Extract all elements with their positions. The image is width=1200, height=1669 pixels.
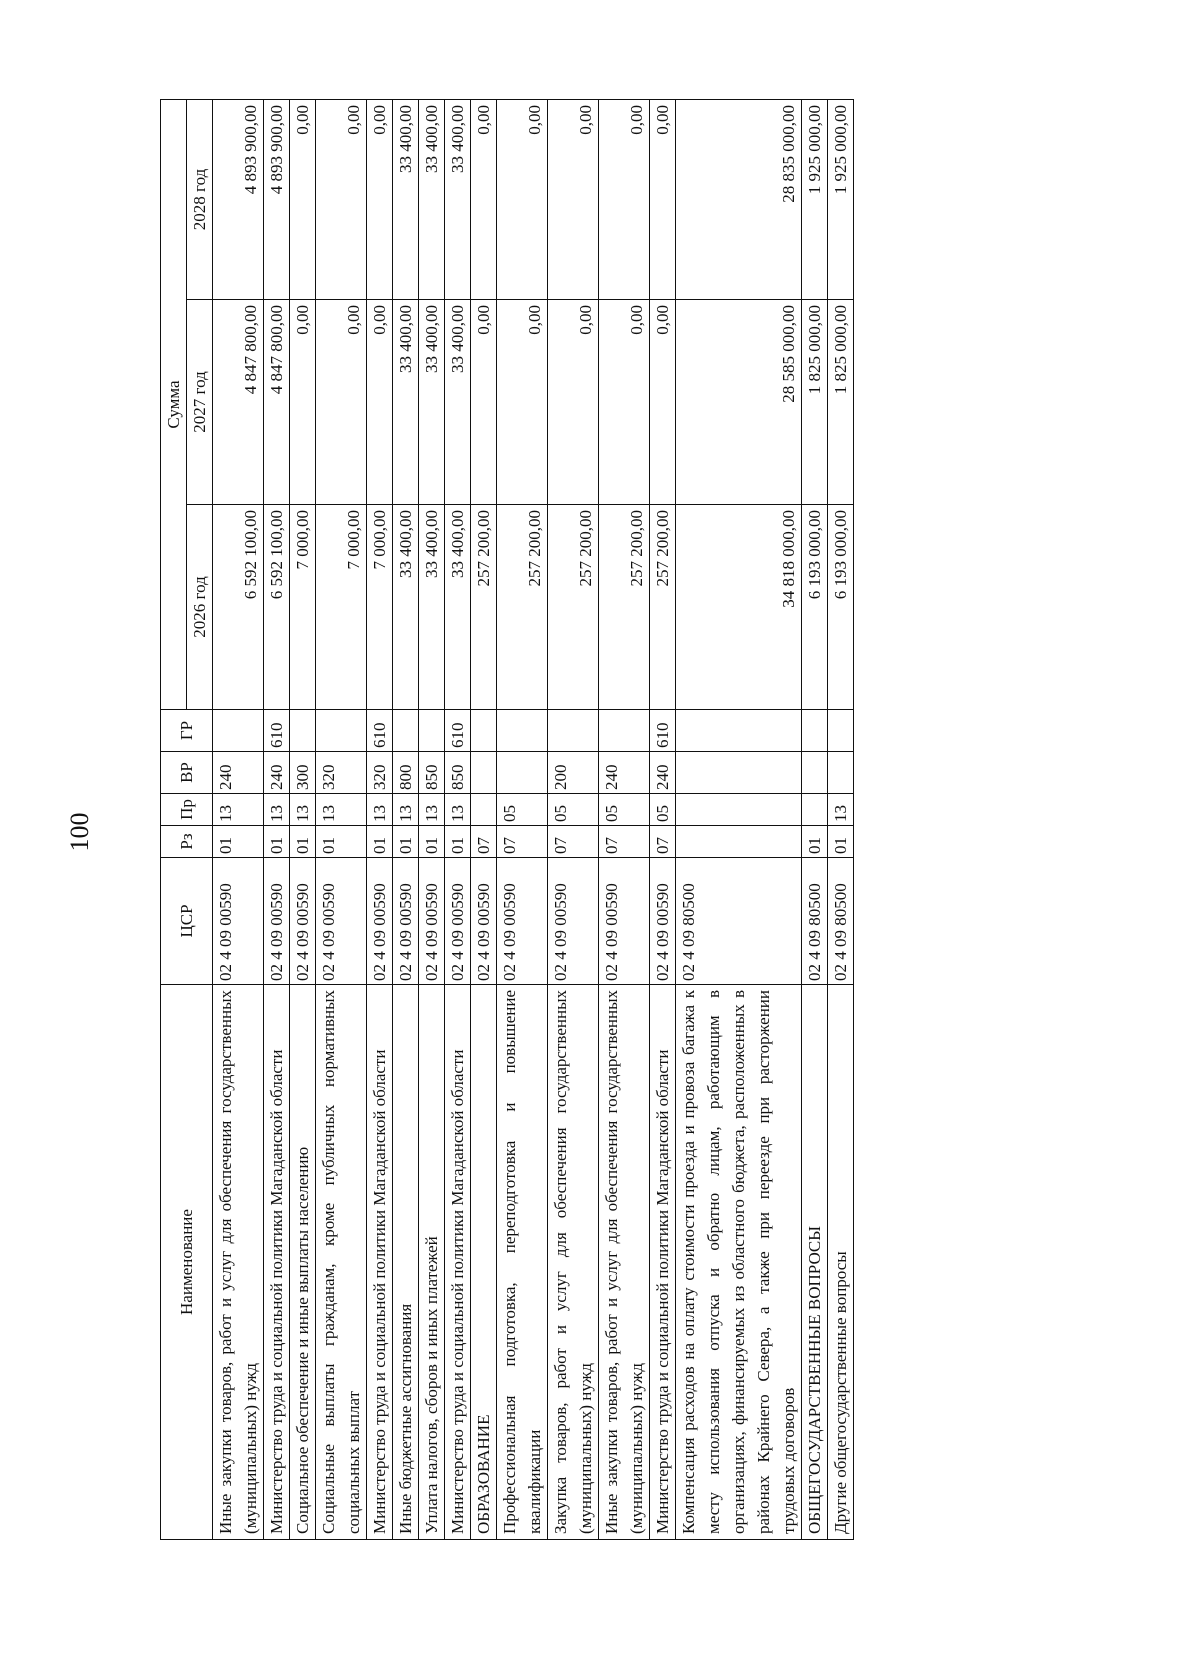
table-row <box>548 99 599 1539</box>
cell-2028: 0,00 <box>367 99 393 299</box>
cell-2026: 6 592 100,00 <box>213 505 264 710</box>
header-name: Наименование <box>161 985 213 1540</box>
cell-rz: 01 <box>316 826 367 858</box>
cell-vr: 240 <box>599 752 650 794</box>
header-year-2026: 2026 год <box>187 505 213 710</box>
cell-pr: 13 <box>828 794 854 826</box>
budget-table <box>160 99 854 1540</box>
table-row <box>676 99 802 1539</box>
cell-gr: 610 <box>650 710 676 752</box>
cell-gr <box>599 710 650 752</box>
cell-2027: 33 400,00 <box>419 300 445 505</box>
cell-2027: 0,00 <box>367 300 393 505</box>
cell-2026: 257 200,00 <box>497 505 548 710</box>
cell-vr: 320 <box>367 752 393 794</box>
cell-2027: 0,00 <box>497 300 548 505</box>
cell-pr: 05 <box>497 794 548 826</box>
cell-gr <box>393 710 419 752</box>
cell-rz: 01 <box>393 826 419 858</box>
cell-name: Профессиональная подготовка, переподготовка и повышение квалификации <box>497 985 548 1540</box>
cell-vr: 850 <box>445 752 471 794</box>
cell-vr <box>497 752 548 794</box>
table-row <box>497 99 548 1539</box>
cell-2027: 0,00 <box>316 300 367 505</box>
cell-pr <box>676 794 802 826</box>
cell-pr: 05 <box>650 794 676 826</box>
cell-gr <box>290 710 316 752</box>
cell-rz: 07 <box>497 826 548 858</box>
cell-name: Министерство труда и социальной политики Магаданской области <box>367 985 393 1540</box>
cell-vr: 240 <box>650 752 676 794</box>
cell-gr: 610 <box>264 710 290 752</box>
table-row <box>213 99 264 1539</box>
cell-2026: 257 200,00 <box>471 505 497 710</box>
cell-2027: 33 400,00 <box>393 300 419 505</box>
cell-pr <box>802 794 828 826</box>
cell-pr: 13 <box>264 794 290 826</box>
cell-pr: 13 <box>290 794 316 826</box>
cell-2026: 7 000,00 <box>316 505 367 710</box>
cell-2026: 257 200,00 <box>548 505 599 710</box>
cell-2028: 33 400,00 <box>419 99 445 299</box>
cell-2026: 6 592 100,00 <box>264 505 290 710</box>
cell-2026: 6 193 000,00 <box>802 505 828 710</box>
cell-rz: 07 <box>548 826 599 858</box>
cell-pr: 13 <box>367 794 393 826</box>
cell-2028: 0,00 <box>650 99 676 299</box>
cell-name: Социальные выплаты гражданам, кроме публичных нормативных социальных выплат <box>316 985 367 1540</box>
header-pr: Пр <box>161 794 213 826</box>
cell-name: Иные закупки товаров, работ и услуг для обеспечения государственных (муниципальных) нужд <box>599 985 650 1540</box>
cell-rz: 07 <box>650 826 676 858</box>
cell-vr: 240 <box>213 752 264 794</box>
cell-gr <box>471 710 497 752</box>
cell-csr: 02 4 09 00590 <box>471 858 497 985</box>
cell-csr: 02 4 09 00590 <box>316 858 367 985</box>
cell-2027: 4 847 800,00 <box>264 300 290 505</box>
cell-2027: 1 825 000,00 <box>828 300 854 505</box>
cell-csr: 02 4 09 00590 <box>419 858 445 985</box>
cell-2028: 0,00 <box>548 99 599 299</box>
cell-vr: 800 <box>393 752 419 794</box>
cell-2028: 0,00 <box>599 99 650 299</box>
cell-pr: 05 <box>548 794 599 826</box>
cell-rz: 01 <box>367 826 393 858</box>
cell-vr: 240 <box>264 752 290 794</box>
cell-gr: 610 <box>445 710 471 752</box>
cell-csr: 02 4 09 80500 <box>802 858 828 985</box>
cell-gr <box>419 710 445 752</box>
cell-2028: 0,00 <box>471 99 497 299</box>
header-year-2027: 2027 год <box>187 300 213 505</box>
cell-2027: 0,00 <box>471 300 497 505</box>
cell-csr: 02 4 09 00590 <box>213 858 264 985</box>
cell-vr <box>471 752 497 794</box>
cell-gr <box>802 710 828 752</box>
cell-pr: 13 <box>419 794 445 826</box>
table-row <box>367 99 393 1539</box>
cell-2026: 6 193 000,00 <box>828 505 854 710</box>
cell-vr: 200 <box>548 752 599 794</box>
cell-rz: 01 <box>419 826 445 858</box>
cell-2028: 1 925 000,00 <box>802 99 828 299</box>
cell-2027: 0,00 <box>548 300 599 505</box>
table-row <box>828 99 854 1539</box>
table-row <box>264 99 290 1539</box>
table-row <box>316 99 367 1539</box>
table-row <box>290 99 316 1539</box>
cell-gr <box>676 710 802 752</box>
table-header <box>161 99 213 1539</box>
cell-pr: 13 <box>213 794 264 826</box>
cell-2028: 0,00 <box>290 99 316 299</box>
cell-rz: 01 <box>213 826 264 858</box>
cell-name: Министерство труда и социальной политики Магаданской области <box>650 985 676 1540</box>
cell-csr: 02 4 09 00590 <box>264 858 290 985</box>
cell-csr: 02 4 09 00590 <box>290 858 316 985</box>
cell-rz: 01 <box>264 826 290 858</box>
cell-2028: 1 925 000,00 <box>828 99 854 299</box>
cell-name: Социальное обеспечение и иные выплаты населению <box>290 985 316 1540</box>
table-row <box>419 99 445 1539</box>
cell-name: Иные закупки товаров, работ и услуг для обеспечения государственных (муниципальных) нужд <box>213 985 264 1540</box>
cell-gr <box>213 710 264 752</box>
budget-table-rotated <box>160 100 1056 1540</box>
cell-2028: 4 893 900,00 <box>213 99 264 299</box>
cell-name: Министерство труда и социальной политики Магаданской области <box>445 985 471 1540</box>
cell-2027: 0,00 <box>650 300 676 505</box>
cell-2028: 28 835 000,00 <box>676 99 802 299</box>
cell-name: Уплата налогов, сборов и иных платежей <box>419 985 445 1540</box>
header-year-2028: 2028 год <box>187 99 213 299</box>
cell-2026: 257 200,00 <box>650 505 676 710</box>
cell-name: ОБРАЗОВАНИЕ <box>471 985 497 1540</box>
cell-2026: 33 400,00 <box>393 505 419 710</box>
cell-vr <box>802 752 828 794</box>
cell-gr <box>828 710 854 752</box>
cell-2026: 7 000,00 <box>367 505 393 710</box>
cell-gr <box>548 710 599 752</box>
cell-2026: 257 200,00 <box>599 505 650 710</box>
table-body <box>213 99 854 1539</box>
cell-2026: 33 400,00 <box>445 505 471 710</box>
header-rz: Рз <box>161 826 213 858</box>
cell-csr: 02 4 09 00590 <box>599 858 650 985</box>
cell-vr <box>676 752 802 794</box>
cell-csr: 02 4 09 00590 <box>445 858 471 985</box>
table-row <box>599 99 650 1539</box>
cell-rz: 07 <box>599 826 650 858</box>
cell-csr: 02 4 09 00590 <box>367 858 393 985</box>
cell-name: ОБЩЕГОСУДАРСТВЕННЫЕ ВОПРОСЫ <box>802 985 828 1540</box>
cell-csr: 02 4 09 00590 <box>393 858 419 985</box>
cell-csr: 02 4 09 80500 <box>676 858 802 985</box>
cell-2026: 7 000,00 <box>290 505 316 710</box>
cell-2027: 1 825 000,00 <box>802 300 828 505</box>
cell-2027: 0,00 <box>290 300 316 505</box>
header-sum: Сумма <box>161 99 187 709</box>
cell-vr: 320 <box>316 752 367 794</box>
page-number: 100 <box>65 812 94 852</box>
cell-gr: 610 <box>367 710 393 752</box>
cell-gr <box>497 710 548 752</box>
cell-name: Закупка товаров, работ и услуг для обеспечения государственных (муниципальных) нужд <box>548 985 599 1540</box>
cell-2028: 4 893 900,00 <box>264 99 290 299</box>
cell-rz: 07 <box>471 826 497 858</box>
cell-csr: 02 4 09 00590 <box>497 858 548 985</box>
cell-csr: 02 4 09 00590 <box>650 858 676 985</box>
table-row <box>471 99 497 1539</box>
cell-name: Министерство труда и социальной политики Магаданской области <box>264 985 290 1540</box>
cell-2027: 28 585 000,00 <box>676 300 802 505</box>
cell-vr <box>828 752 854 794</box>
cell-vr: 850 <box>419 752 445 794</box>
cell-vr: 300 <box>290 752 316 794</box>
cell-2027: 4 847 800,00 <box>213 300 264 505</box>
table-row <box>650 99 676 1539</box>
cell-csr: 02 4 09 80500 <box>828 858 854 985</box>
cell-name: Компенсация расходов на оплату стоимости проезда и провоза багажа к месту использования отпуска и обратно лицам, работающим в организациях, финансируемых из областного бюджета, расположенных в районах Крайнего Севера, а также при переезде при расторжении трудовых договоров <box>676 985 802 1540</box>
cell-rz: 01 <box>290 826 316 858</box>
table-row <box>393 99 419 1539</box>
cell-2028: 33 400,00 <box>393 99 419 299</box>
cell-rz <box>676 826 802 858</box>
header-csr: ЦСР <box>161 858 213 985</box>
cell-2028: 0,00 <box>316 99 367 299</box>
cell-2027: 33 400,00 <box>445 300 471 505</box>
cell-name: Иные бюджетные ассигнования <box>393 985 419 1540</box>
header-gr: ГР <box>161 710 213 752</box>
cell-2026: 33 400,00 <box>419 505 445 710</box>
cell-2027: 0,00 <box>599 300 650 505</box>
cell-csr: 02 4 09 00590 <box>548 858 599 985</box>
cell-rz: 01 <box>445 826 471 858</box>
cell-rz: 01 <box>802 826 828 858</box>
cell-2026: 34 818 000,00 <box>676 505 802 710</box>
cell-rz: 01 <box>828 826 854 858</box>
cell-pr: 13 <box>445 794 471 826</box>
cell-2028: 33 400,00 <box>445 99 471 299</box>
header-vr: ВР <box>161 752 213 794</box>
cell-pr: 13 <box>393 794 419 826</box>
table-row <box>445 99 471 1539</box>
cell-gr <box>316 710 367 752</box>
cell-pr <box>471 794 497 826</box>
cell-name: Другие общегосударственные вопросы <box>828 985 854 1540</box>
cell-pr: 13 <box>316 794 367 826</box>
cell-pr: 05 <box>599 794 650 826</box>
cell-2028: 0,00 <box>497 99 548 299</box>
table-row <box>802 99 828 1539</box>
